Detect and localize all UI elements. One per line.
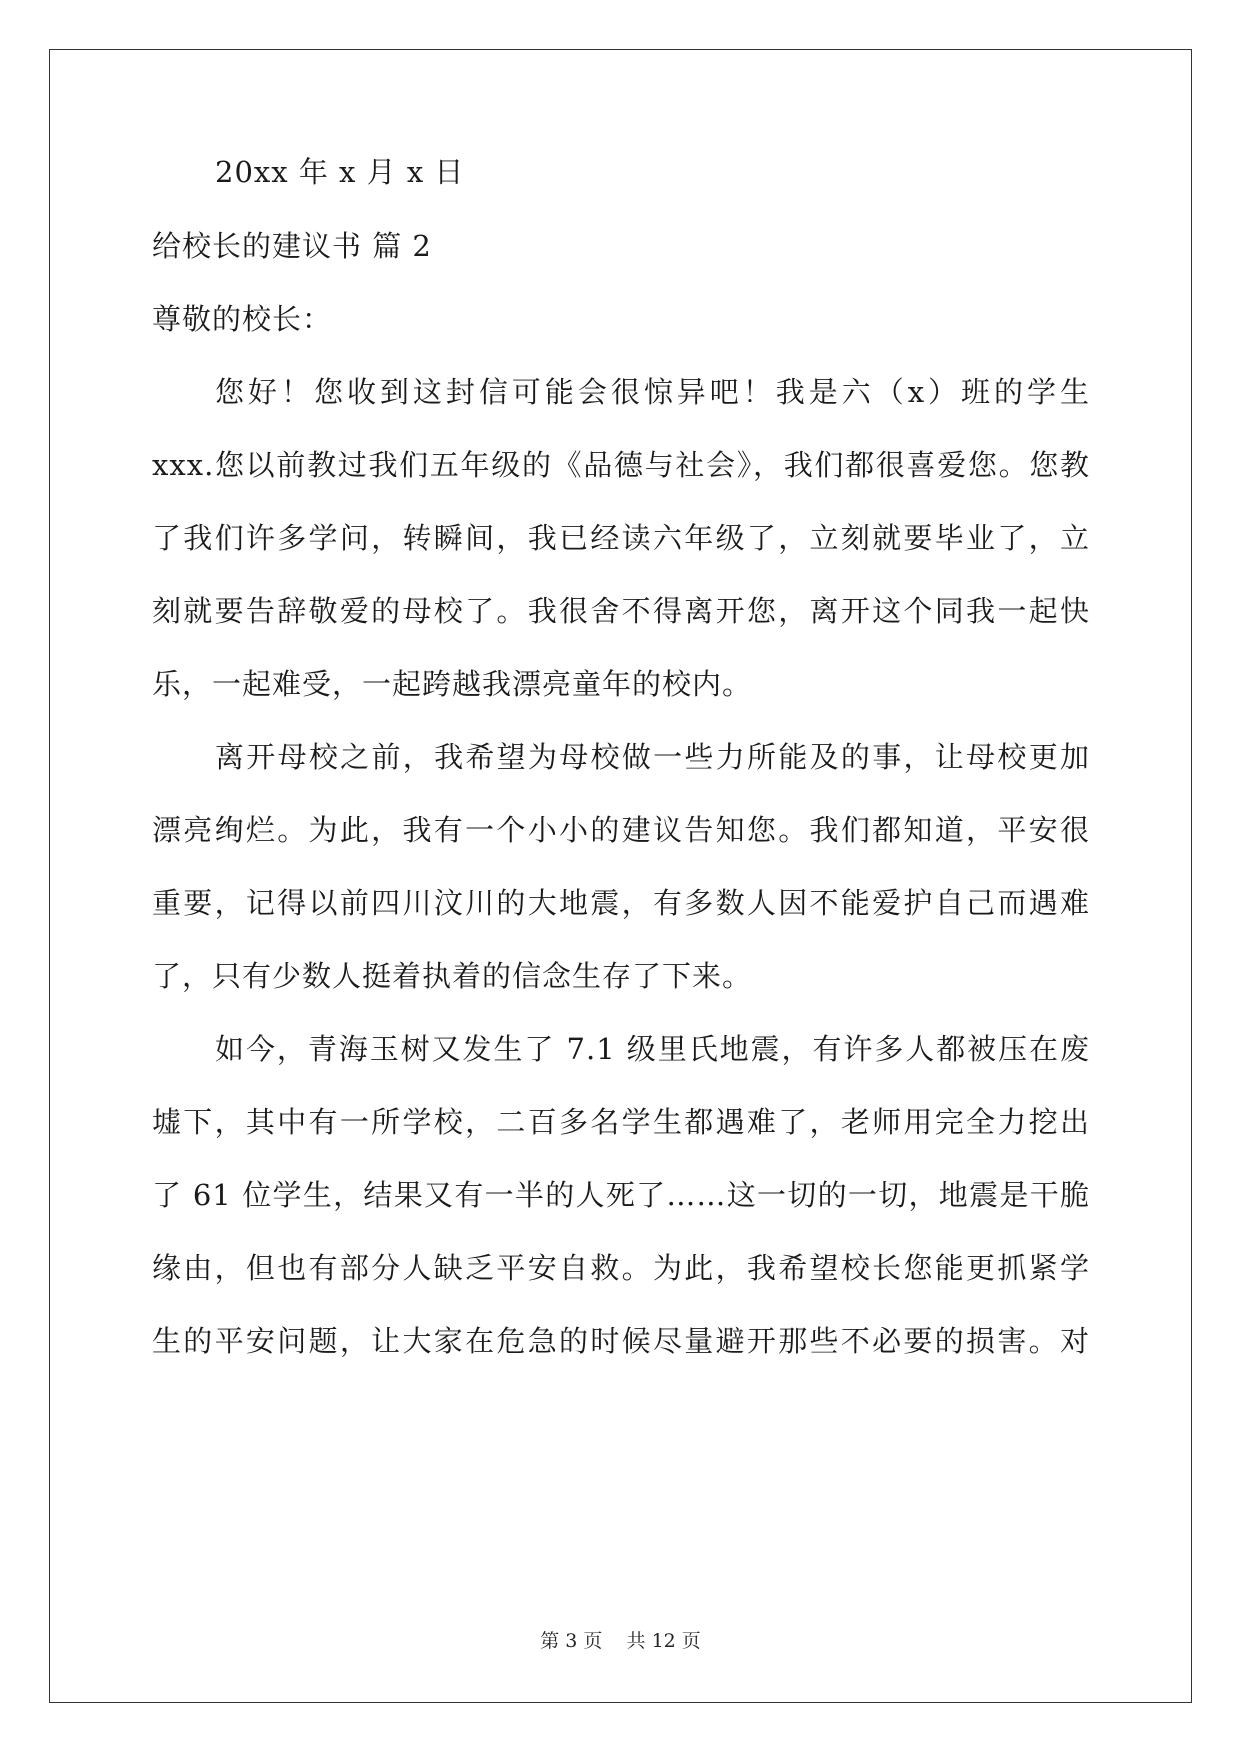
- body-line: 刻就要告辞敬爱的母校了。我很舍不得离开您，离开这个同我一起快: [152, 594, 1090, 628]
- body-line: 重要，记得以前四川汶川的大地震，有多数人因不能爱护自己而遇难: [152, 886, 1090, 920]
- body-line: 如今，青海玉树又发生了 7.1 级里氏地震，有许多人都被压在废: [215, 1032, 1090, 1066]
- section-title: 给校长的建议书 篇 2: [152, 229, 432, 263]
- body-line: 了我们许多学问，转瞬间，我已经读六年级了，立刻就要毕业了，立: [152, 521, 1090, 555]
- body-line: 乐，一起难受，一起跨越我漂亮童年的校内。: [152, 667, 753, 701]
- salutation: 尊敬的校长：: [152, 302, 333, 336]
- page-border: [49, 49, 1192, 1703]
- body-line: 漂亮绚烂。为此，我有一个小小的建议告知您。我们都知道，平安很: [152, 813, 1090, 847]
- date-line: 20xx 年 x 月 x 日: [215, 155, 465, 189]
- body-line: 离开母校之前，我希望为母校做一些力所能及的事，让母校更加: [215, 740, 1090, 774]
- body-line: 墟下，其中有一所学校，二百多名学生都遇难了，老师用完全力挖出: [152, 1105, 1090, 1139]
- body-line: 缘由，但也有部分人缺乏平安自救。为此，我希望校长您能更抓紧学: [152, 1251, 1090, 1285]
- body-line: 了，只有少数人挺着执着的信念生存了下来。: [152, 959, 753, 993]
- body-line: xxx.您以前教过我们五年级的《品德与社会》，我们都很喜爱您。您教: [152, 448, 1090, 482]
- page-number: 第 3 页 共 12 页: [540, 1630, 701, 1652]
- body-line: 您好！您收到这封信可能会很惊异吧！我是六（x）班的学生: [215, 375, 1090, 409]
- body-line: 了 61 位学生，结果又有一半的人死了……这一切的一切，地震是干脆: [152, 1178, 1090, 1212]
- body-line: 生的平安问题，让大家在危急的时候尽量避开那些不必要的损害。对: [152, 1324, 1090, 1358]
